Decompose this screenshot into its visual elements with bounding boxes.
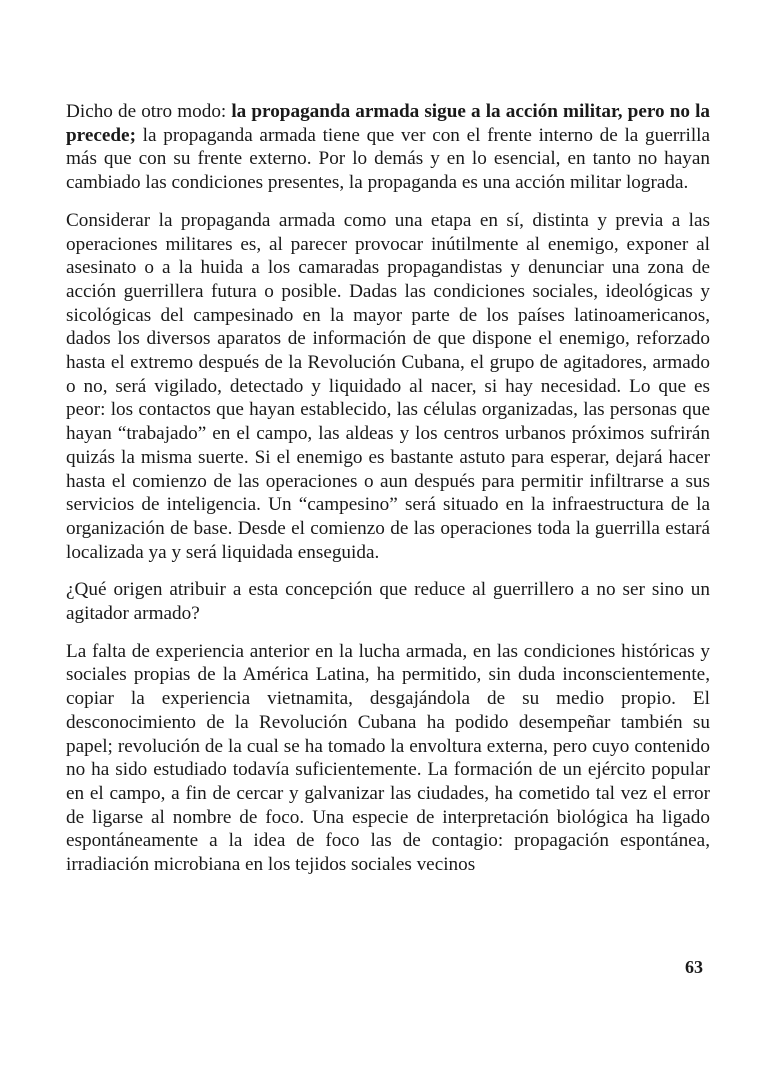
- paragraph-3: [66, 578, 710, 625]
- page-body: [66, 100, 710, 891]
- paragraph-3-text: ¿Qué origen atribuir a esta concepción que reduce al guerrillero a no ser sino un agitador armado?: [66, 579, 710, 625]
- paragraph-4: [66, 640, 710, 877]
- paragraph-1-emphasis: la propaganda armada sigue a la acción militar, pero no la precede;: [66, 101, 710, 146]
- paragraph-4-text: La falta de experiencia anterior en la lucha armada, en las condiciones históricas y sociales propias de la América Latina, ha permitido, sin duda inconscientemente, copiar la experiencia vietnamita, desgajándola de su medio propio. El desconocimiento de la Revolución Cubana ha podido desempeñar también su papel; revolución de la cual se ha tomado la envoltura externa, pero cuyo contenido no ha sido estudiado todavía suficientemente. La formación de un ejército popular en el campo, a fin de cercar y galvanizar las ciudades, ha cometido tal vez el error de ligarse al nombre de foco. Una especie de interpretación biológica ha ligado espontáneamente a la idea de foco las de contagio: propagación espontánea, irradiación microbiana en los tejidos sociales vecinos: [66, 640, 710, 876]
- paragraph-1-text-b: la propaganda armada tiene que ver con el frente interno de la guerrilla más que con su frente externo. Por lo demás y en lo esencial, en tanto no hayan cambiado las condiciones presentes, la propaganda es una acción militar lograda.: [66, 124, 710, 194]
- paragraph-2-text: Considerar la propaganda armada como una etapa en sí, distinta y previa a las operaciones militares es, al parecer provocar inútilmente al enemigo, exponer al asesinato o a la huida a los camaradas propagandistas y denunciar una zona de acción guerrillera futura o posible. Dadas las condiciones sociales, ideológicas y sicológicas del campesinado en la mayor parte de los países latinoamericanos, dados los diversos aparatos de información de que dispone el enemigo, reforzado hasta el extremo después de la Revolución Cubana, el grupo de agitadores, armado o no, será vigilado, detectado y liquidado al nacer, si hay necesidad. Lo que es peor: los contactos que hayan establecido, las células organizadas, las personas que hayan “trabajado” en el campo, las aldeas y los centros urbanos próximos sufrirán quizás la misma suerte. Si el enemigo es bastante astuto para esperar, dejará hacer hasta el comienzo de las operaciones o aun después para permitir infiltrarse a sus servicios de inteligencia. Un “campesino” será situado en la infraestructura de la organización de base. Desde el comienzo de las operaciones toda la guerrilla estará localizada ya y será liquidada enseguida.: [66, 209, 710, 563]
- paragraph-1: [66, 100, 710, 195]
- paragraph-1-text-a: Dicho de otro modo:: [66, 101, 232, 122]
- page-number: 63: [685, 957, 703, 977]
- paragraph-2: [66, 209, 710, 565]
